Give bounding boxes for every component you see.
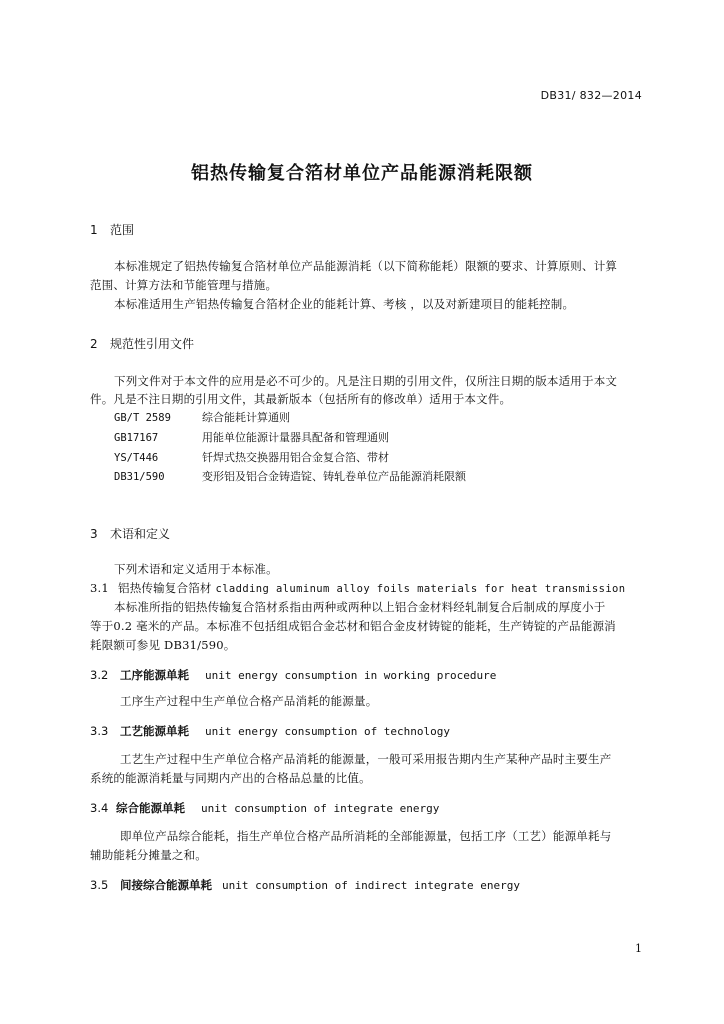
scope-paragraph-2: 本标准适用生产铝热传输复合箔材企业的能耗计算、考核 ，以及对新建项目的能耗控制。 xyxy=(114,297,575,311)
reference-row xyxy=(114,409,290,425)
term-en: cladding aluminum alloy foils materials for heat transmission xyxy=(215,583,626,595)
term-en: unit energy consumption in working procedure xyxy=(205,669,497,682)
reference-row xyxy=(114,429,389,445)
reference-code: GB17167 xyxy=(114,432,159,444)
standard-code: DB31/ 832—2014 xyxy=(540,89,642,102)
reference-title: 变形铝及铝合金铸造锭、铸轧卷单位产品能源消耗限额 xyxy=(202,470,466,483)
reference-title: 钎焊式热交换器用铝合金复合箔、带材 xyxy=(202,451,389,464)
reference-code: YS/T446 xyxy=(114,452,159,464)
term-3-1-definition-line-2: 等于0.2 毫米的产品。本标准不包括组成铝合金芯材和铝合金皮材铸锭的能耗，生产铸锭的产品能源消 xyxy=(90,619,616,633)
section-title: 规范性引用文件 xyxy=(110,337,195,351)
term-3-1-definition-line-1: 本标准所指的铝热传输复合箔材系指由两种或两种以上铝合金材料经轧制复合后制成的厚度小于 xyxy=(114,600,606,614)
term-3-2-definition: 工序生产过程中生产单位合格产品消耗的能源量。 xyxy=(120,694,378,708)
term-3-4-definition-line-1: 即单位产品综合能耗，指生产单位合格产品所消耗的全部能源量，包括工序（工艺）能源单耗与 xyxy=(120,829,612,843)
term-zh: 间接综合能源单耗 xyxy=(120,878,212,892)
reference-code: DB31/590 xyxy=(114,471,165,483)
reference-title: 综合能耗计算通则 xyxy=(202,411,290,424)
term-number: 3.3 xyxy=(90,724,109,738)
term-3-3-definition-line-2: 系统的能源消耗量与同期内产出的合格品总量的比值。 xyxy=(90,771,371,785)
term-3-1-heading xyxy=(90,580,625,596)
reference-row xyxy=(114,449,389,465)
term-zh: 铝热传输复合箔材 xyxy=(118,581,212,595)
term-number: 3.1 xyxy=(90,581,109,595)
term-3-1-definition-line-3: 耗限额可参见 DB31/590。 xyxy=(90,638,236,652)
section-title: 术语和定义 xyxy=(110,527,171,541)
term-number: 3.2 xyxy=(90,668,109,682)
section-title: 范围 xyxy=(110,223,135,237)
term-3-4-heading xyxy=(90,800,439,816)
reference-title: 用能单位能源计量器具配备和管理通则 xyxy=(202,431,389,444)
term-zh: 综合能源单耗 xyxy=(116,801,185,815)
term-en: unit energy consumption of technology xyxy=(205,725,451,738)
term-3-3-definition-line-1: 工艺生产过程中生产单位合格产品消耗的能源量，一般可采用报告期内生产某种产品时主要生产 xyxy=(120,752,612,766)
scope-paragraph-1-line-2: 范围、计算方法和节能管理与措施。 xyxy=(90,278,278,292)
term-3-4-definition-line-2: 辅助能耗分摊量之和。 xyxy=(90,848,207,862)
section-3-heading xyxy=(90,525,170,542)
scope-paragraph-1-line-1: 本标准规定了铝热传输复合箔材单位产品能源消耗（以下简称能耗）限额的要求、计算原则、计算 xyxy=(114,259,618,273)
term-3-3-heading xyxy=(90,723,450,739)
section-number: 2 xyxy=(90,337,98,351)
normative-intro-line-2: 件。凡是不注日期的引用文件，其最新版本（包括所有的修改单）适用于本文件。 xyxy=(90,392,512,406)
section-number: 1 xyxy=(90,223,98,237)
reference-row xyxy=(114,468,466,484)
page-title: 铝热传输复合箔材单位产品能源消耗限额 xyxy=(191,163,533,184)
term-en: unit consumption of integrate energy xyxy=(201,802,440,815)
section-number: 3 xyxy=(90,527,98,541)
reference-code: GB/T 2589 xyxy=(114,412,171,424)
term-3-5-heading xyxy=(90,877,520,893)
section-1-heading xyxy=(90,221,134,238)
term-zh: 工序能源单耗 xyxy=(120,668,189,682)
term-3-2-heading xyxy=(90,667,496,683)
term-number: 3.4 xyxy=(90,801,109,815)
term-zh: 工艺能源单耗 xyxy=(120,724,189,738)
term-number: 3.5 xyxy=(90,878,109,892)
section-2-heading xyxy=(90,335,194,352)
page-number: 1 xyxy=(635,942,642,955)
terms-intro: 下列术语和定义适用于本标准。 xyxy=(114,562,278,576)
term-en: unit consumption of indirect integrate energy xyxy=(222,879,521,892)
normative-intro-line-1: 下列文件对于本文件的应用是必不可少的。凡是注日期的引用文件，仅所注日期的版本适用于本文 xyxy=(114,374,618,388)
